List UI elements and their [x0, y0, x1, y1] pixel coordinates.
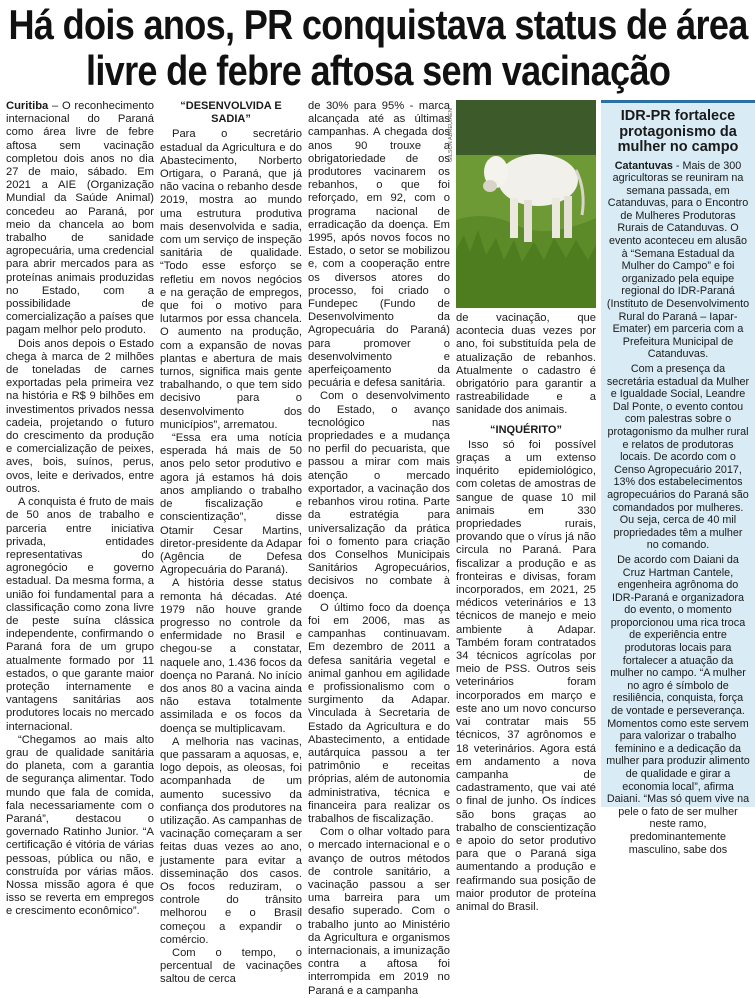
dateline: Curitiba [6, 100, 49, 112]
paragraph: Com a presença da secretária estadual da Mulher e Igualdade Social, Leandre Dal Ponte, o evento contou com palestras sobre o protagonismo da mulher rural e relatos de produtoras locais. De acordo com o Censo Agropecuário 2017, 13% dos estabelecimentos agropecuários do Paraná são comandados por mulheres. Ou seja, cerca de 40 mil propriedades têm a mulher no comando. [606, 363, 750, 552]
paragraph: A melhoria nas vacinas, que passaram a aquosas, e, logo depois, as oleosas, foi acompanhada de um aumento sucessivo da confiança dos produtores na utilização. As campanhas de vacinação começaram a ser feitas duas vezes ao ano, justamente para evitar a disseminação dos casos. Os focos reduziram, o controle do trânsito melhorou e o Brasil começou a expandir o comércio. [160, 735, 302, 946]
sidebar-body [601, 160, 755, 857]
dateline: Catantuvas [614, 159, 673, 172]
paragraph: “Essa era uma notícia esperada há mais de 50 anos pelo setor produtivo e agora já estamos há dois anos ampliando o trabalho de fiscalização e conscientização”, disse Otamir Cesar Martins, diretor-presidente da Adapar (Agência de Defesa Agropecuária do Paraná). [160, 432, 302, 577]
paragraph: Dois anos depois o Estado chega à marca de 2 milhões de toneladas de carnes exportadas pela primeira vez na história e R$ 9 bilhões em investimentos privados nessa cadeia, projetando o futuro do crescimento da produção e comercialização de peixes, aves, bois, suínos, perus, ovos, leite e derivados, entre outros. [6, 337, 154, 495]
subheading: “INQUÉRITO” [490, 423, 562, 436]
paragraph: Com o olhar voltado para o mercado internacional e o avanço de outros métodos de controle sanitário, a vacinação passou a ser uma barreira para um desafio superado. Com o trabalho junto ao Ministério da Agricultura e organismos internacionais, a imunização contra a aftosa foi interrompida em 2019 no Paraná e a campanha [308, 826, 450, 997]
sidebar-article [601, 100, 755, 856]
paragraph [6, 100, 154, 338]
subheading: “DESENVOLVIDA E SADIA” [180, 100, 282, 126]
article-column-1 [6, 100, 154, 918]
paragraph: O último foco da doença foi em 2006, mas as campanhas continuavam. Em dezembro de 2011 a defesa sanitária vegetal e animal ganhou em agilidade e profissionalismo com o surgimento da Adapar. Vinculada à Secretaria de Estado da Agricultura e do Abastecimento, a entidade autárquica passou a ter patrimônio e receitas próprias, além de autonomia administrativa, técnica e financeira para realizar os trabalhos de fiscalização. [308, 601, 450, 825]
paragraph-text: - Mais de 300 agricultoras se reuniram na semana passada, em Catanduvas, para o Encontro de Mulheres Produtoras Rurais de Catanduvas. O evento aconteceu em alusão à “Semana Estadual da Mulher do Campo” e foi organizado pela equipe regional do IDR-Paraná (Instituto de Desenvolvimento Rural do Paraná – Iapar-Emater) em parceria com a Prefeitura Municipal de Catanduvas. [606, 159, 750, 361]
paragraph: A história desse status remonta há décadas. Até 1979 não houve grande progresso no controle da enfermidade no Brasil e chegou-se a constatar, naquele ano, 1.436 focos da doença no Paraná. No início dos anos 80 a vacina ainda não estava totalmente assimilada e os focos da doença se multiplicavam. [160, 577, 302, 735]
article-column-3 [308, 100, 450, 997]
paragraph: de vacinação, que acontecia duas vezes por ano, foi substituída pela de atualização de rebanhos. Atualmente o cadastro é obrigatório para garantir a rastreabilidade e a sanidade dos animais. [456, 312, 596, 417]
paragraph: Com o tempo, o percentual de vacinações saltou de cerca [160, 947, 302, 986]
cattle-photo [456, 100, 596, 308]
paragraph: Com o desenvolvimento do Estado, o avanço tecnológico nas propriedades e a mudança no perfil do pecuarista, que passou a mirar com mais atenção o mercado exportador, a vacinação dos rebanhos virou rotina. Parte da estratégia para universalização da prática foi o fomento para criação dos Conselhos Municipais Sanitários Agropecuários, decisivos no combate à doença. [308, 390, 450, 601]
paragraph [606, 160, 750, 362]
headline: Há dois anos, PR conquistava status de área livre de febre aftosa sem vacinação [8, 1, 748, 94]
paragraph: De acordo com Daiani da Cruz Hartman Cantele, engenheira agrônoma do IDR-Paraná e organizadora do evento, o momento proporcionou uma rica troca de experiência entre produtoras locais para fortalecer a atuação da mulher no campo. “A mulher no agro é símbolo de resiliência, conquista, força de vontade e perseverança. Momentos como este servem para valorizar o trabalho feminino e a dedicação da mulher para produzir alimento de qualidade e girar a economia local”, afirma Daiani. “Mas só quem vive na pele o fato de ser mulher neste ramo, predominantemente masculino, sabe dos [606, 553, 750, 856]
article-column-4 [456, 312, 596, 913]
article-column-2 [160, 100, 302, 986]
paragraph: A conquista é fruto de mais de 50 anos de trabalho e parceria entre iniciativa privada, entidades representativas do agronegócio e governo estadual. Da mesma forma, a união foi fundamental para a classificação como zona livre de peste suína clássica independente, confirmando o Paraná fora de um grupo atualmente formado por 11 estados, o que garante maior proteção internamente e vantagens sanitárias aos produtores locais no mercado internacional. [6, 496, 154, 733]
cow-illustration [456, 100, 596, 308]
sidebar-title: IDR-PR fortalece protagonismo da mulher no campo [601, 100, 755, 160]
paragraph: “Chegamos ao mais alto grau de qualidade sanitária do planeta, com a garantia de segurança alimentar. Todo mundo que fala de comida, fala necessariamente com o Paraná”, destacou o governado Ratinho Junior. “A certificação é vitória de várias pessoas, pública ou não, e construída por várias mãos. Nossa missão agora é que isso se reverta em empregos e crescimento econômico”. [6, 733, 154, 918]
photo-credit: GILSON ABREU/AEN [448, 108, 454, 162]
paragraph: Isso só foi possível graças a um extenso inquérito epidemiológico, com coletas de amostras de sangue de quase 10 mil animais em 330 propriedades rurais, provando que o vírus já não circula no Paraná. Para fiscalizar a produção e as fronteiras e divisas, foram incorporados, em 2021, 25 médicos veterinários e 13 técnicos de manejo e meio ambiente à Adapar. Também foram contratados 34 técnicos agrícolas por meio de PSS. Outros seis veterinários foram incorporados em março e este ano um novo concurso vai contratar mais 55 técnicos, 37 agrônomos e 18 veterinários. Agora está em andamento a nova campanha de cadastramento, que vai até o final de junho. Os índices são bons graças ao trabalho de conscientização e apoio do setor produtivo para que o Paraná siga aumentando a produção e reafirmando sua posição de maior produtor de proteína animal do Brasil. [456, 438, 596, 913]
paragraph-text: – O reconhecimento internacional do Paraná como área livre de febre aftosa sem vacinação completou dois anos no dia 27 de maio, sábado. Em 2021 a AIE (Organização Mundial da Saúde Animal) concedeu ao Paraná, por meio da chancela ao bom trabalho de sanidade agropecuária, uma credencial para abrir mercados para as proteínas animais produzidas no Estado, com a possibilidade de comercialização a países que pagam melhor pelo produto. [6, 100, 154, 337]
paragraph: de 30% para 95% - marca alcançada até as últimas campanhas. A chegada dos anos 90 trouxe a obrigatoriedade de os produtores vacinarem os rebanhos, o que foi reforçado, em 92, com o programa nacional de erradicação da doença. Em 1995, após novos focos no Estado, o setor se mobilizou e, com a cooperação entre os diversos atores do processo, foi criado o Fundepec (Fundo de Desenvolvimento da Agropecuária do Paraná) para promover o desenvolvimento e aperfeiçoamento da pecuária e defesa sanitária. [308, 100, 450, 390]
paragraph: Para o secretário estadual da Agricultura e do Abastecimento, Norberto Ortigara, o Paraná, que já não vacina o rebanho desde 2019, mostra ao mundo uma estrutura produtiva mais desenvolvida e sadia, com um serviço de inspeção sanitária de qualidade. “Todo esse esforço se refletiu em novos negócios e na geração de empregos, que foi o motivo para lutarmos por essa chancela. O aumento na produção, com a expansão de novas plantas e abertura de mais turnos, significa mais gente trabalhando, o que tem sido decisivo para o desenvolvimento dos municípios”, arrematou. [160, 128, 302, 431]
